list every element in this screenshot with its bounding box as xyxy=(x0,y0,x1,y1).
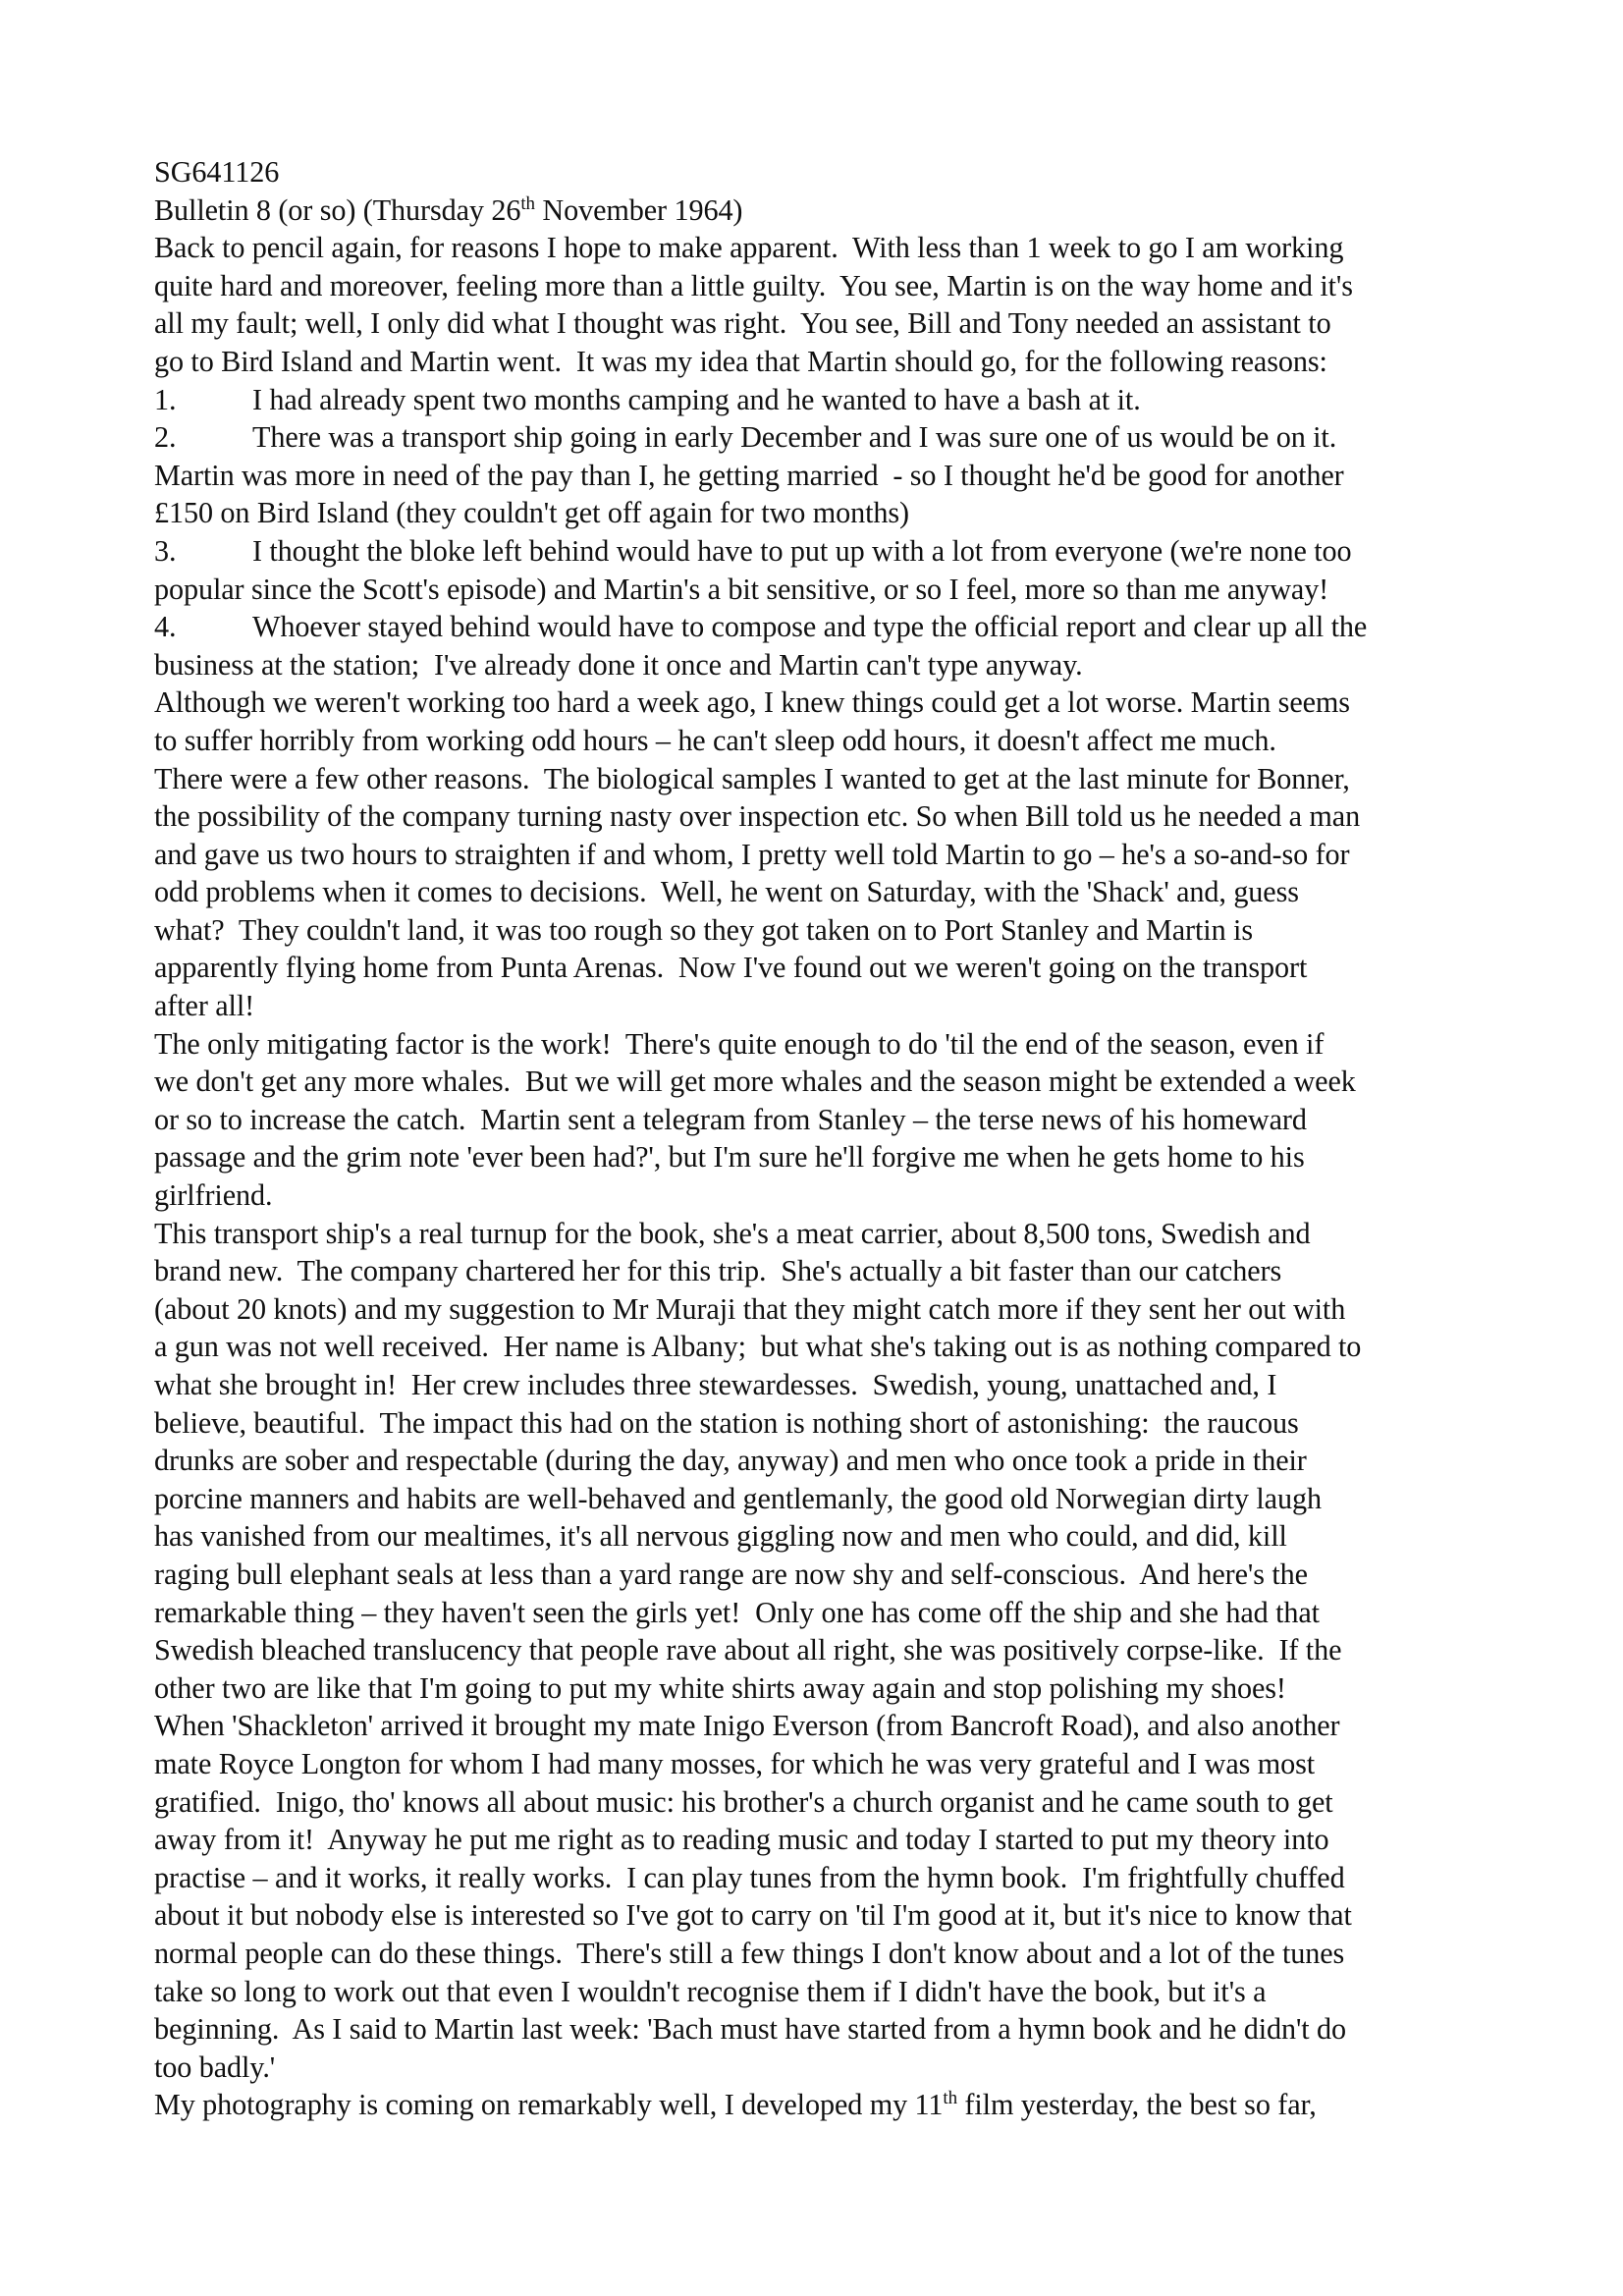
line-text: Swedish bleached translucency that people rave about all right, she was positively corpse-like. If the xyxy=(154,1633,1342,1667)
line-text: (about 20 knots) and my suggestion to Mr Muraji that they might catch more if they sent her out with xyxy=(154,1291,1346,1326)
text-line xyxy=(154,457,1486,495)
text-line xyxy=(154,1101,1486,1139)
line-text: girlfriend. xyxy=(154,1178,273,1213)
line-text: or so to increase the catch. Martin sent a telegram from Stanley – the terse news of his homeward xyxy=(154,1102,1307,1136)
text-line xyxy=(154,797,1486,836)
text-line xyxy=(154,1328,1486,1366)
line-text: about it but nobody else is interested so I've got to carry on 'til I'm good at it, but it's nice to know that xyxy=(154,1898,1352,1933)
text-line xyxy=(154,1896,1486,1935)
text-line xyxy=(154,1745,1486,1783)
line-text: other two are like that I'm going to put my white shirts away again and stop polishing my shoes! xyxy=(154,1670,1286,1705)
line-text: practise – and it works, it really works. I can play tunes from the hymn book. I'm frightfully chuffed xyxy=(154,1860,1345,1894)
line-text: go to Bird Island and Martin went. It was my idea that Martin should go, for the following reasons: xyxy=(154,344,1327,378)
list-number: 2. xyxy=(154,420,177,455)
line-text: drunks are sober and respectable (during the day, anyway) and men who once took a pride in their xyxy=(154,1444,1307,1478)
line-text: too badly.' xyxy=(154,2050,276,2084)
line-text: raging bull elephant seals at less than a yard range are now shy and self-conscious. And here's the xyxy=(154,1557,1308,1591)
line-text: normal people can do these things. There's still a few things I don't know about and a lot of the tunes xyxy=(154,1936,1345,1970)
line-text: believe, beautiful. The impact this had on the station is nothing short of astonishing: the raucous xyxy=(154,1405,1299,1440)
line-text: business at the station; I've already done it once and Martin can't type anyway. xyxy=(154,647,1083,682)
text-line xyxy=(154,1480,1486,1518)
text-line xyxy=(154,1821,1486,1859)
line-text: odd problems when it comes to decisions. Well, he went on Saturday, with the 'Shack' and, guess xyxy=(154,875,1299,909)
line-text: This transport ship's a real turnup for the book, she's a meat carrier, about 8,500 tons, Swedish and xyxy=(154,1216,1311,1250)
numbered-list-line xyxy=(154,608,1486,646)
text-line xyxy=(154,267,1486,305)
list-number: 4. xyxy=(154,610,177,644)
text-line xyxy=(154,911,1486,950)
heading-text-end: November 1964) xyxy=(534,192,743,227)
text-line xyxy=(154,1935,1486,1973)
numbered-list-line xyxy=(154,532,1486,571)
line-text: we don't get any more whales. But we will get more whales and the season might be extended a week xyxy=(154,1065,1356,1099)
list-number: 3. xyxy=(154,533,177,568)
text-line xyxy=(154,1631,1486,1669)
line-text: what? They couldn't land, it was too rough so they got taken on to Port Stanley and Martin is xyxy=(154,912,1253,947)
list-number: 1. xyxy=(154,382,177,416)
line-text: gratified. Inigo, tho' knows all about music: his brother's a church organist and he came south to get xyxy=(154,1784,1333,1819)
final-line xyxy=(154,2086,1486,2124)
text-line xyxy=(154,1063,1486,1101)
text-line xyxy=(154,1859,1486,1897)
line-text: Although we weren't working too hard a week ago, I knew things could get a lot worse. Martin seems xyxy=(154,685,1350,720)
text-line xyxy=(154,873,1486,911)
line-text: remarkable thing – they haven't seen the girls yet! Only one has come off the ship and she had that xyxy=(154,1595,1320,1629)
text-line xyxy=(154,1973,1486,2011)
text-line xyxy=(154,1138,1486,1176)
text-line xyxy=(154,1025,1486,1064)
line-text: quite hard and moreover, feeling more than a little guilty. You see, Martin is on the way home and it's xyxy=(154,268,1353,302)
text-line xyxy=(154,1442,1486,1480)
line-text: beginning. As I said to Martin last week: 'Bach must have started from a hymn book and he didn't do xyxy=(154,2012,1347,2047)
line-text: and gave us two hours to straighten if and whom, I pretty well told Martin to go – he's a so-and-so for xyxy=(154,837,1350,871)
line-text: mate Royce Longton for whom I had many mosses, for which he was very grateful and I was most xyxy=(154,1746,1316,1780)
line-text: I had already spent two months camping and he wanted to have a bash at it. xyxy=(252,382,1141,416)
line-text: to suffer horribly from working odd hours – he can't sleep odd hours, it doesn't affect me much. xyxy=(154,723,1276,757)
bulletin-heading xyxy=(154,191,1486,230)
letter-body xyxy=(154,229,1486,2086)
line-text: has vanished from our mealtimes, it's all nervous giggling now and men who could, and did, kill xyxy=(154,1519,1287,1554)
line-text: brand new. The company chartered her for this trip. She's actually a bit faster than our catchers xyxy=(154,1254,1282,1288)
text-line xyxy=(154,1783,1486,1822)
text-line xyxy=(154,304,1486,343)
text-line xyxy=(154,2010,1486,2049)
text-line xyxy=(154,722,1486,760)
document-reference: SG641126 xyxy=(154,155,280,189)
text-line xyxy=(154,494,1486,532)
line-text: porcine manners and habits are well-behaved and gentlemanly, the good old Norwegian dirty laugh xyxy=(154,1481,1322,1515)
document-page xyxy=(154,153,1486,2124)
text-line xyxy=(154,1366,1486,1404)
line-text: popular since the Scott's episode) and Martin's a bit sensitive, or so I feel, more so than me anyway! xyxy=(154,572,1329,606)
text-line xyxy=(154,1594,1486,1632)
numbered-list-line xyxy=(154,381,1486,419)
text-line xyxy=(154,229,1486,267)
text-line xyxy=(154,1669,1486,1708)
text-line xyxy=(154,683,1486,722)
line-text: There were a few other reasons. The biological samples I wanted to get at the last minute for Bonner, xyxy=(154,761,1350,795)
line-text: passage and the grim note 'ever been had?', but I'm sure he'll forgive me when he gets home to his xyxy=(154,1140,1305,1175)
text-line xyxy=(154,343,1486,381)
line-text: the possibility of the company turning nasty over inspection etc. So when Bill told us he needed a man xyxy=(154,799,1361,834)
line-text: I thought the bloke left behind would have to put up with a lot from everyone (we're none too xyxy=(252,533,1352,568)
line-text: The only mitigating factor is the work! There's quite enough to do 'til the end of the season, even if xyxy=(154,1026,1325,1061)
line-text: Martin was more in need of the pay than I, he getting married - so I thought he'd be good for another xyxy=(154,458,1344,492)
final-line-superscript: th xyxy=(943,2088,957,2109)
text-line xyxy=(154,987,1486,1025)
line-text: away from it! Anyway he put me right as to reading music and today I started to put my theory into xyxy=(154,1823,1329,1857)
text-line xyxy=(154,571,1486,609)
text-line xyxy=(154,1556,1486,1594)
text-line xyxy=(154,1404,1486,1443)
text-line xyxy=(154,1215,1486,1253)
line-text: apparently flying home from Punta Arenas. Now I've found out we weren't going on the transport xyxy=(154,951,1308,985)
heading-superscript: th xyxy=(520,192,535,214)
line-text: Whoever stayed behind would have to compose and type the official report and clear up all the xyxy=(252,610,1368,644)
line-text: take so long to work out that even I wouldn't recognise them if I didn't have the book, but it's a xyxy=(154,1974,1267,2008)
text-line xyxy=(154,836,1486,874)
text-line xyxy=(154,949,1486,987)
numbered-list-line xyxy=(154,418,1486,457)
line-text: a gun was not well received. Her name is Albany; but what she's taking out is as nothing compared to xyxy=(154,1330,1362,1364)
text-line xyxy=(154,1707,1486,1745)
line-text: all my fault; well, I only did what I thought was right. You see, Bill and Tony needed an assistant to xyxy=(154,306,1331,341)
line-text: £150 on Bird Island (they couldn't get off again for two months) xyxy=(154,496,909,530)
text-line xyxy=(154,1290,1486,1329)
line-text: There was a transport ship going in early December and I was sure one of us would be on it. xyxy=(252,420,1337,455)
text-line xyxy=(154,1252,1486,1290)
line-text: When 'Shackleton' arrived it brought my mate Inigo Everson (from Bancroft Road), and also another xyxy=(154,1709,1340,1743)
final-line-text: My photography is coming on remarkably well, I developed my 11 xyxy=(154,2088,944,2122)
final-line-text-end: film yesterday, the best so far, xyxy=(956,2088,1317,2122)
line-text: Back to pencil again, for reasons I hope to make apparent. With less than 1 week to go I am working xyxy=(154,231,1344,265)
text-line xyxy=(154,646,1486,684)
text-line xyxy=(154,2049,1486,2087)
text-line xyxy=(154,1176,1486,1215)
text-line xyxy=(154,760,1486,798)
text-line xyxy=(154,1517,1486,1556)
heading-text: Bulletin 8 (or so) (Thursday 26 xyxy=(154,192,521,227)
line-text: after all! xyxy=(154,989,255,1023)
line-text: what she brought in! Her crew includes three stewardesses. Swedish, young, unattached and, I xyxy=(154,1368,1277,1401)
